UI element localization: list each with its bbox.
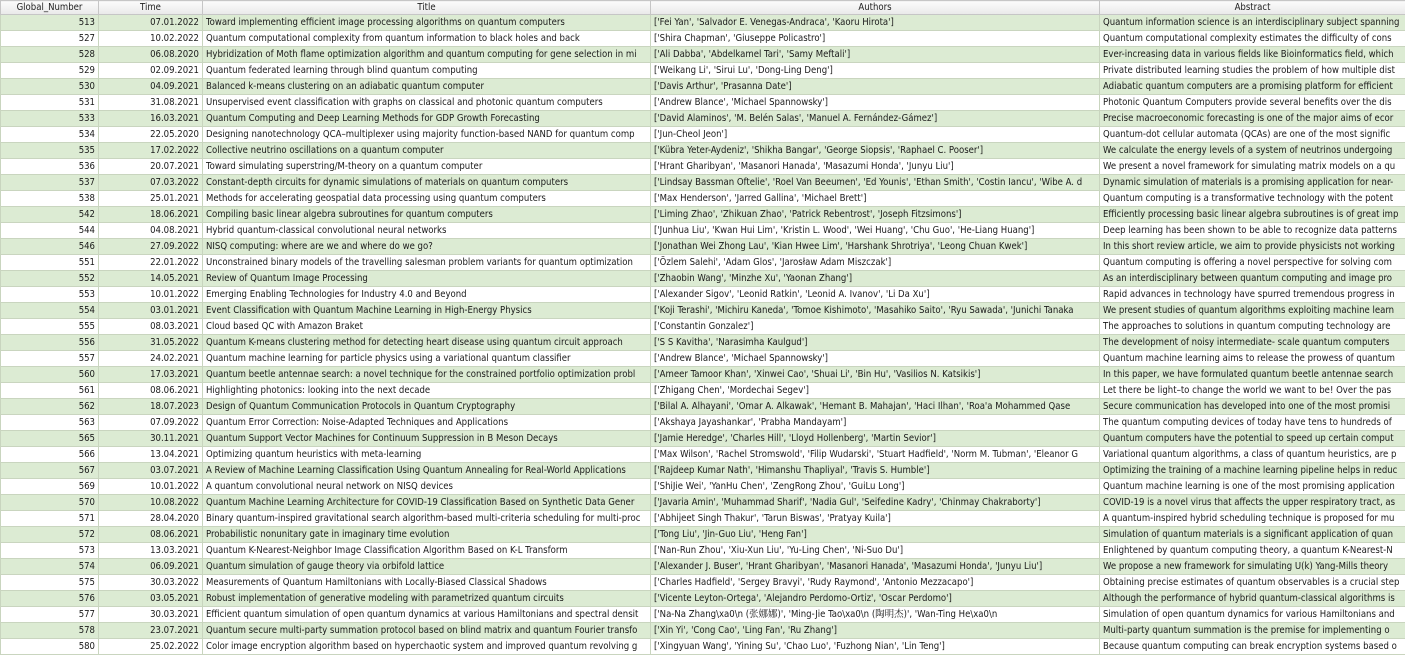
cell-title[interactable]: Hybrid quantum-classical convolutional neural networks <box>203 223 651 239</box>
cell-title[interactable]: Optimizing quantum heuristics with meta-learning <box>203 447 651 463</box>
cell-authors[interactable]: ['Tong Liu', 'Jin-Guo Liu', 'Heng Fan'] <box>651 527 1100 543</box>
cell-title[interactable]: Measurements of Quantum Hamiltonians with Locally-Biased Classical Shadows <box>203 575 651 591</box>
cell-abstract[interactable]: Quantum-dot cellular automata (QCAs) are one of the most signific <box>1100 127 1405 143</box>
cell-global-number[interactable]: 527 <box>1 31 99 47</box>
table-row[interactable] <box>1 47 1405 63</box>
cell-title[interactable]: Quantum Error Correction: Noise-Adapted Techniques and Applications <box>203 415 651 431</box>
cell-abstract[interactable]: Quantum computing is a transformative technology with the potent <box>1100 191 1405 207</box>
table-row[interactable] <box>1 351 1405 367</box>
table-row[interactable] <box>1 79 1405 95</box>
table-row[interactable] <box>1 559 1405 575</box>
cell-title[interactable]: Unconstrained binary models of the travelling salesman problem variants for quantum optimization <box>203 255 651 271</box>
cell-title[interactable]: Quantum Machine Learning Architecture for COVID-19 Classification Based on Synthetic Data Gener <box>203 495 651 511</box>
cell-authors[interactable]: ['Weikang Li', 'Sirui Lu', 'Dong-Ling Deng'] <box>651 63 1100 79</box>
cell-abstract[interactable]: Variational quantum algorithms, a class of quantum heuristics, are p <box>1100 447 1405 463</box>
cell-time[interactable]: 04.09.2021 <box>99 79 203 95</box>
cell-global-number[interactable]: 575 <box>1 575 99 591</box>
cell-time[interactable]: 31.05.2022 <box>99 335 203 351</box>
cell-authors[interactable]: ['Alexander J. Buser', 'Hrant Gharibyan', 'Masanori Hanada', 'Masazumi Honda', 'Junyu Liu'] <box>651 559 1100 575</box>
cell-authors[interactable]: ['Fei Yan', 'Salvador E. Venegas-Andraca', 'Kaoru Hirota'] <box>651 15 1100 31</box>
cell-time[interactable]: 25.01.2021 <box>99 191 203 207</box>
cell-abstract[interactable]: Multi-party quantum summation is the premise for implementing o <box>1100 623 1405 639</box>
cell-global-number[interactable]: 556 <box>1 335 99 351</box>
cell-global-number[interactable]: 565 <box>1 431 99 447</box>
cell-title[interactable]: Methods for accelerating geospatial data processing using quantum computers <box>203 191 651 207</box>
cell-authors[interactable]: ['Junhua Liu', 'Kwan Hui Lim', 'Kristin L. Wood', 'Wei Huang', 'Chu Guo', 'He-Liang Huang'] <box>651 223 1100 239</box>
cell-time[interactable]: 17.03.2021 <box>99 367 203 383</box>
cell-time[interactable]: 27.09.2022 <box>99 239 203 255</box>
cell-time[interactable]: 10.02.2022 <box>99 31 203 47</box>
cell-time[interactable]: 10.01.2022 <box>99 287 203 303</box>
cell-time[interactable]: 03.05.2021 <box>99 591 203 607</box>
cell-title[interactable]: Highlighting photonics: looking into the next decade <box>203 383 651 399</box>
cell-authors[interactable]: ['Max Henderson', 'Jarred Gallina', 'Michael Brett'] <box>651 191 1100 207</box>
cell-title[interactable]: Review of Quantum Image Processing <box>203 271 651 287</box>
cell-authors[interactable]: ['Andrew Blance', 'Michael Spannowsky'] <box>651 351 1100 367</box>
cell-global-number[interactable]: 542 <box>1 207 99 223</box>
cell-time[interactable]: 20.07.2021 <box>99 159 203 175</box>
cell-abstract[interactable]: The approaches to solutions in quantum computing technology are <box>1100 319 1405 335</box>
cell-authors[interactable]: ['Davis Arthur', 'Prasanna Date'] <box>651 79 1100 95</box>
cell-authors[interactable]: ['Ameer Tamoor Khan', 'Xinwei Cao', 'Shuai Li', 'Bin Hu', 'Vasilios N. Katsikis'] <box>651 367 1100 383</box>
cell-authors[interactable]: ['Jun-Cheol Jeon'] <box>651 127 1100 143</box>
table-row[interactable] <box>1 255 1405 271</box>
cell-authors[interactable]: ['Özlem Salehi', 'Adam Glos', 'Jarosław Adam Miszczak'] <box>651 255 1100 271</box>
cell-time[interactable]: 06.08.2020 <box>99 47 203 63</box>
column-header-time[interactable]: Time <box>99 1 203 15</box>
cell-global-number[interactable]: 536 <box>1 159 99 175</box>
cell-abstract[interactable]: Precise macroeconomic forecasting is one of the major aims of ecor <box>1100 111 1405 127</box>
cell-title[interactable]: Quantum machine learning for particle physics using a variational quantum classifier <box>203 351 651 367</box>
cell-title[interactable]: A Review of Machine Learning Classification Using Quantum Annealing for Real-World Applications <box>203 463 651 479</box>
table-row[interactable] <box>1 191 1405 207</box>
cell-authors[interactable]: ['Constantin Gonzalez'] <box>651 319 1100 335</box>
column-header-abstract[interactable]: Abstract <box>1100 1 1405 15</box>
cell-time[interactable]: 10.08.2022 <box>99 495 203 511</box>
cell-authors[interactable]: ['ShiJie Wei', 'YanHu Chen', 'ZengRong Zhou', 'GuiLu Long'] <box>651 479 1100 495</box>
cell-authors[interactable]: ['Kübra Yeter-Aydeniz', 'Shikha Bangar', 'George Siopsis', 'Raphael C. Pooser'] <box>651 143 1100 159</box>
table-row[interactable] <box>1 463 1405 479</box>
cell-title[interactable]: Probabilistic nonunitary gate in imaginary time evolution <box>203 527 651 543</box>
cell-time[interactable]: 22.05.2020 <box>99 127 203 143</box>
cell-abstract[interactable]: Photonic Quantum Computers provide several benefits over the dis <box>1100 95 1405 111</box>
cell-time[interactable]: 31.08.2021 <box>99 95 203 111</box>
table-row[interactable] <box>1 367 1405 383</box>
cell-abstract[interactable]: The quantum computing devices of today have tens to hundreds of <box>1100 415 1405 431</box>
cell-global-number[interactable]: 577 <box>1 607 99 623</box>
table-row[interactable] <box>1 495 1405 511</box>
cell-title[interactable]: Toward simulating superstring/M-theory on a quantum computer <box>203 159 651 175</box>
cell-time[interactable]: 08.03.2021 <box>99 319 203 335</box>
table-row[interactable] <box>1 399 1405 415</box>
cell-authors[interactable]: ['Charles Hadfield', 'Sergey Bravyi', 'Rudy Raymond', 'Antonio Mezzacapo'] <box>651 575 1100 591</box>
cell-authors[interactable]: ['Bilal A. Alhayani', 'Omar A. Alkawak', 'Hemant B. Mahajan', 'Haci Ilhan', 'Roa'a Mohammed Qase <box>651 399 1100 415</box>
cell-title[interactable]: Quantum computational complexity from quantum information to black holes and back <box>203 31 651 47</box>
cell-global-number[interactable]: 580 <box>1 639 99 655</box>
cell-time[interactable]: 18.06.2021 <box>99 207 203 223</box>
cell-title[interactable]: Quantum simulation of gauge theory via orbifold lattice <box>203 559 651 575</box>
cell-authors[interactable]: ['S S Kavitha', 'Narasimha Kaulgud'] <box>651 335 1100 351</box>
cell-authors[interactable]: ['Lindsay Bassman Oftelie', 'Roel Van Beeumen', 'Ed Younis', 'Ethan Smith', 'Costin Iancu', 'Wibe A. d <box>651 175 1100 191</box>
cell-authors[interactable]: ['Jamie Heredge', 'Charles Hill', 'Lloyd Hollenberg', 'Martin Sevior'] <box>651 431 1100 447</box>
cell-title[interactable]: Robust implementation of generative modeling with parametrized quantum circuits <box>203 591 651 607</box>
cell-abstract[interactable]: Enlightened by quantum computing theory, a quantum K-Nearest-N <box>1100 543 1405 559</box>
table-row[interactable] <box>1 223 1405 239</box>
table-row[interactable] <box>1 207 1405 223</box>
cell-authors[interactable]: ['Hrant Gharibyan', 'Masanori Hanada', 'Masazumi Honda', 'Junyu Liu'] <box>651 159 1100 175</box>
table-row[interactable] <box>1 335 1405 351</box>
cell-time[interactable]: 10.01.2022 <box>99 479 203 495</box>
cell-authors[interactable]: ['Akshaya Jayashankar', 'Prabha Mandayam'] <box>651 415 1100 431</box>
cell-global-number[interactable]: 551 <box>1 255 99 271</box>
grid-body <box>1 15 1405 655</box>
cell-abstract[interactable]: Optimizing the training of a machine learning pipeline helps in reduc <box>1100 463 1405 479</box>
cell-time[interactable]: 16.03.2021 <box>99 111 203 127</box>
cell-global-number[interactable]: 535 <box>1 143 99 159</box>
cell-abstract[interactable]: Quantum computational complexity estimates the difficulty of cons <box>1100 31 1405 47</box>
table-row[interactable] <box>1 415 1405 431</box>
cell-time[interactable]: 28.04.2020 <box>99 511 203 527</box>
table-row[interactable] <box>1 511 1405 527</box>
cell-abstract[interactable]: Simulation of open quantum dynamics for various Hamiltonians and <box>1100 607 1405 623</box>
cell-abstract[interactable]: Quantum computers have the potential to speed up certain comput <box>1100 431 1405 447</box>
cell-global-number[interactable]: 567 <box>1 463 99 479</box>
cell-authors[interactable]: ['Nan-Run Zhou', 'Xiu-Xun Liu', 'Yu-Ling Chen', 'Ni-Suo Du'] <box>651 543 1100 559</box>
table-row[interactable] <box>1 271 1405 287</box>
cell-global-number[interactable]: 562 <box>1 399 99 415</box>
cell-title[interactable]: Quantum beetle antennae search: a novel technique for the constrained portfolio optimization probl <box>203 367 651 383</box>
cell-global-number[interactable]: 529 <box>1 63 99 79</box>
cell-authors[interactable]: ['Alexander Sigov', 'Leonid Ratkin', 'Leonid A. Ivanov', 'Li Da Xu'] <box>651 287 1100 303</box>
table-row[interactable] <box>1 95 1405 111</box>
cell-abstract[interactable]: Quantum information science is an interdisciplinary subject spanning <box>1100 15 1405 31</box>
cell-time[interactable]: 07.03.2022 <box>99 175 203 191</box>
table-row[interactable] <box>1 303 1405 319</box>
table-row[interactable] <box>1 575 1405 591</box>
cell-abstract[interactable]: In this short review article, we aim to provide physicists not working <box>1100 239 1405 255</box>
cell-time[interactable]: 22.01.2022 <box>99 255 203 271</box>
cell-title[interactable]: Quantum Support Vector Machines for Continuum Suppression in B Meson Decays <box>203 431 651 447</box>
table-row[interactable] <box>1 591 1405 607</box>
cell-authors[interactable]: ['Shira Chapman', 'Giuseppe Policastro'] <box>651 31 1100 47</box>
cell-abstract[interactable]: Secure communication has developed into one of the most promisi <box>1100 399 1405 415</box>
cell-title[interactable]: Quantum secure multi-party summation protocol based on blind matrix and quantum Fourier transfo <box>203 623 651 639</box>
cell-time[interactable]: 07.09.2022 <box>99 415 203 431</box>
cell-time[interactable]: 18.07.2023 <box>99 399 203 415</box>
cell-title[interactable]: Hybridization of Moth flame optimization algorithm and quantum computing for gene selection in mi <box>203 47 651 63</box>
cell-title[interactable]: Balanced k-means clustering on an adiabatic quantum computer <box>203 79 651 95</box>
cell-time[interactable]: 23.07.2021 <box>99 623 203 639</box>
cell-abstract[interactable]: As an interdisciplinary between quantum computing and image pro <box>1100 271 1405 287</box>
cell-time[interactable]: 30.03.2021 <box>99 607 203 623</box>
cell-global-number[interactable]: 574 <box>1 559 99 575</box>
cell-authors[interactable]: ['Zhigang Chen', 'Mordechai Segev'] <box>651 383 1100 399</box>
table-row[interactable] <box>1 319 1405 335</box>
cell-title[interactable]: Event Classification with Quantum Machine Learning in High-Energy Physics <box>203 303 651 319</box>
table-row[interactable] <box>1 383 1405 399</box>
column-header-authors[interactable]: Authors <box>651 1 1100 15</box>
cell-time[interactable]: 06.09.2021 <box>99 559 203 575</box>
table-row[interactable] <box>1 287 1405 303</box>
header-row <box>1 1 1405 15</box>
cell-global-number[interactable]: 578 <box>1 623 99 639</box>
cell-time[interactable]: 08.06.2021 <box>99 383 203 399</box>
cell-global-number[interactable]: 552 <box>1 271 99 287</box>
cell-global-number[interactable]: 566 <box>1 447 99 463</box>
cell-title[interactable]: Quantum K-means clustering method for detecting heart disease using quantum circuit approach <box>203 335 651 351</box>
table-row[interactable] <box>1 31 1405 47</box>
cell-authors[interactable]: ['Na-Na Zhang\xa0\n (张娜娜)', 'Ming-Jie Tao\xa0\n (陶明杰)', 'Wan-Ting He\xa0\n <box>651 607 1100 623</box>
cell-abstract[interactable]: Rapid advances in technology have spurred tremendous progress in <box>1100 287 1405 303</box>
cell-abstract[interactable]: We calculate the energy levels of a system of neutrinos undergoing <box>1100 143 1405 159</box>
cell-time[interactable]: 24.02.2021 <box>99 351 203 367</box>
table-row[interactable] <box>1 239 1405 255</box>
cell-title[interactable]: Emerging Enabling Technologies for Industry 4.0 and Beyond <box>203 287 651 303</box>
cell-global-number[interactable]: 530 <box>1 79 99 95</box>
cell-abstract[interactable]: COVID-19 is a novel virus that affects the upper respiratory tract, as <box>1100 495 1405 511</box>
cell-time[interactable]: 17.02.2022 <box>99 143 203 159</box>
cell-global-number[interactable]: 576 <box>1 591 99 607</box>
cell-abstract[interactable]: Quantum machine learning aims to release the prowess of quantum <box>1100 351 1405 367</box>
cell-global-number[interactable]: 531 <box>1 95 99 111</box>
cell-abstract[interactable]: Simulation of quantum materials is a significant application of quan <box>1100 527 1405 543</box>
cell-global-number[interactable]: 546 <box>1 239 99 255</box>
cell-global-number[interactable]: 563 <box>1 415 99 431</box>
cell-authors[interactable]: ['Koji Terashi', 'Michiru Kaneda', 'Tomoe Kishimoto', 'Masahiko Saito', 'Ryu Sawada', 'Junichi Tanaka <box>651 303 1100 319</box>
cell-abstract[interactable]: Obtaining precise estimates of quantum observables is a crucial step <box>1100 575 1405 591</box>
cell-authors[interactable]: ['Andrew Blance', 'Michael Spannowsky'] <box>651 95 1100 111</box>
cell-time[interactable]: 14.05.2021 <box>99 271 203 287</box>
cell-global-number[interactable]: 573 <box>1 543 99 559</box>
table-row[interactable] <box>1 143 1405 159</box>
cell-global-number[interactable]: 553 <box>1 287 99 303</box>
cell-abstract[interactable]: Let there be light–to change the world we want to be! Over the pas <box>1100 383 1405 399</box>
cell-abstract[interactable]: Dynamic simulation of materials is a promising application for near- <box>1100 175 1405 191</box>
cell-authors[interactable]: ['Javaria Amin', 'Muhammad Sharif', 'Nadia Gul', 'Seifedine Kadry', 'Chinmay Chakraborty'] <box>651 495 1100 511</box>
cell-title[interactable]: Toward implementing efficient image processing algorithms on quantum computers <box>203 15 651 31</box>
cell-time[interactable]: 30.11.2021 <box>99 431 203 447</box>
cell-global-number[interactable]: 570 <box>1 495 99 511</box>
table-row[interactable] <box>1 607 1405 623</box>
cell-abstract[interactable]: A quantum-inspired hybrid scheduling technique is proposed for mu <box>1100 511 1405 527</box>
cell-global-number[interactable]: 560 <box>1 367 99 383</box>
cell-title[interactable]: Efficient quantum simulation of open quantum dynamics at various Hamiltonians and spectral densit <box>203 607 651 623</box>
cell-title[interactable]: Color image encryption algorithm based on hyperchaotic system and improved quantum revolving g <box>203 639 651 655</box>
cell-abstract[interactable]: We present a novel framework for simulating matrix models on a qu <box>1100 159 1405 175</box>
table-row[interactable] <box>1 623 1405 639</box>
cell-title[interactable]: Cloud based QC with Amazon Braket <box>203 319 651 335</box>
cell-authors[interactable]: ['Ali Dabba', 'Abdelkamel Tari', 'Samy Meftali'] <box>651 47 1100 63</box>
cell-time[interactable]: 02.09.2021 <box>99 63 203 79</box>
cell-abstract[interactable]: Deep learning has been shown to be able to recognize data patterns <box>1100 223 1405 239</box>
cell-title[interactable]: Quantum federated learning through blind quantum computing <box>203 63 651 79</box>
cell-global-number[interactable]: 544 <box>1 223 99 239</box>
cell-abstract[interactable]: We propose a new framework for simulating U(k) Yang-Mills theory <box>1100 559 1405 575</box>
column-header-title[interactable]: Title <box>203 1 651 15</box>
cell-title[interactable]: Binary quantum-inspired gravitational search algorithm-based multi-criteria scheduling for multi-proc <box>203 511 651 527</box>
cell-title[interactable]: NISQ computing: where are we and where do we go? <box>203 239 651 255</box>
cell-abstract[interactable]: The development of noisy intermediate- scale quantum computers <box>1100 335 1405 351</box>
cell-title[interactable]: Compiling basic linear algebra subroutines for quantum computers <box>203 207 651 223</box>
table-row[interactable] <box>1 447 1405 463</box>
cell-authors[interactable]: ['Xingyuan Wang', 'Yining Su', 'Chao Luo', 'Fuzhong Nian', 'Lin Teng'] <box>651 639 1100 655</box>
cell-authors[interactable]: ['Max Wilson', 'Rachel Stromswold', 'Filip Wudarski', 'Stuart Hadfield', 'Norm M. Tubman', 'Eleanor G <box>651 447 1100 463</box>
cell-global-number[interactable]: 533 <box>1 111 99 127</box>
cell-authors[interactable]: ['Zhaobin Wang', 'Minzhe Xu', 'Yaonan Zhang'] <box>651 271 1100 287</box>
cell-global-number[interactable]: 538 <box>1 191 99 207</box>
cell-authors[interactable]: ['Jonathan Wei Zhong Lau', 'Kian Hwee Lim', 'Harshank Shrotriya', 'Leong Chuan Kwek'] <box>651 239 1100 255</box>
cell-global-number[interactable]: 528 <box>1 47 99 63</box>
cell-abstract[interactable]: Although the performance of hybrid quantum-classical algorithms is <box>1100 591 1405 607</box>
table-row[interactable] <box>1 431 1405 447</box>
cell-authors[interactable]: ['Vicente Leyton-Ortega', 'Alejandro Perdomo-Ortiz', 'Oscar Perdomo'] <box>651 591 1100 607</box>
cell-abstract[interactable]: We present studies of quantum algorithms exploiting machine learn <box>1100 303 1405 319</box>
cell-global-number[interactable]: 534 <box>1 127 99 143</box>
cell-authors[interactable]: ['Xin Yi', 'Cong Cao', 'Ling Fan', 'Ru Zhang'] <box>651 623 1100 639</box>
cell-title[interactable]: Constant-depth circuits for dynamic simulations of materials on quantum computers <box>203 175 651 191</box>
cell-abstract[interactable]: Quantum machine learning is one of the most promising application <box>1100 479 1405 495</box>
cell-time[interactable]: 04.08.2021 <box>99 223 203 239</box>
cell-time[interactable]: 03.07.2021 <box>99 463 203 479</box>
cell-title[interactable]: Unsupervised event classification with graphs on classical and photonic quantum computers <box>203 95 651 111</box>
cell-title[interactable]: Design of Quantum Communication Protocols in Quantum Cryptography <box>203 399 651 415</box>
cell-time[interactable]: 25.02.2022 <box>99 639 203 655</box>
cell-title[interactable]: Quantum Computing and Deep Learning Methods for GDP Growth Forecasting <box>203 111 651 127</box>
cell-authors[interactable]: ['David Alaminos', 'M. Belén Salas', 'Manuel A. Fernández-Gámez'] <box>651 111 1100 127</box>
cell-abstract[interactable]: Ever-increasing data in various fields like Bioinformatics field, which <box>1100 47 1405 63</box>
cell-authors[interactable]: ['Abhijeet Singh Thakur', 'Tarun Biswas', 'Pratyay Kuila'] <box>651 511 1100 527</box>
cell-global-number[interactable]: 557 <box>1 351 99 367</box>
table-row[interactable] <box>1 175 1405 191</box>
cell-time[interactable]: 03.01.2021 <box>99 303 203 319</box>
table-row[interactable] <box>1 63 1405 79</box>
cell-time[interactable]: 13.03.2021 <box>99 543 203 559</box>
cell-global-number[interactable]: 569 <box>1 479 99 495</box>
cell-global-number[interactable]: 571 <box>1 511 99 527</box>
table-row[interactable] <box>1 543 1405 559</box>
table-row[interactable] <box>1 111 1405 127</box>
cell-global-number[interactable]: 554 <box>1 303 99 319</box>
cell-abstract[interactable]: Efficiently processing basic linear algebra subroutines is of great imp <box>1100 207 1405 223</box>
cell-global-number[interactable]: 572 <box>1 527 99 543</box>
table-row[interactable] <box>1 127 1405 143</box>
cell-abstract[interactable]: Because quantum computing can break encryption systems based o <box>1100 639 1405 655</box>
table-row[interactable] <box>1 15 1405 31</box>
column-header-global-number[interactable]: Global_Number <box>1 1 99 15</box>
cell-title[interactable]: Collective neutrino oscillations on a quantum computer <box>203 143 651 159</box>
cell-abstract[interactable]: In this paper, we have formulated quantum beetle antennae search <box>1100 367 1405 383</box>
table-row[interactable] <box>1 527 1405 543</box>
table-row[interactable] <box>1 639 1405 655</box>
cell-abstract[interactable]: Adiabatic quantum computers are a promising platform for efficient <box>1100 79 1405 95</box>
cell-time[interactable]: 13.04.2021 <box>99 447 203 463</box>
cell-global-number[interactable]: 555 <box>1 319 99 335</box>
cell-time[interactable]: 30.03.2022 <box>99 575 203 591</box>
cell-global-number[interactable]: 537 <box>1 175 99 191</box>
cell-authors[interactable]: ['Rajdeep Kumar Nath', 'Himanshu Thapliyal', 'Travis S. Humble'] <box>651 463 1100 479</box>
cell-time[interactable]: 08.06.2021 <box>99 527 203 543</box>
cell-time[interactable]: 07.01.2022 <box>99 15 203 31</box>
cell-title[interactable]: A quantum convolutional neural network on NISQ devices <box>203 479 651 495</box>
table-row[interactable] <box>1 479 1405 495</box>
cell-authors[interactable]: ['Liming Zhao', 'Zhikuan Zhao', 'Patrick Rebentrost', 'Joseph Fitzsimons'] <box>651 207 1100 223</box>
cell-abstract[interactable]: Quantum computing is offering a novel perspective for solving com <box>1100 255 1405 271</box>
cell-abstract[interactable]: Private distributed learning studies the problem of how multiple dist <box>1100 63 1405 79</box>
cell-global-number[interactable]: 561 <box>1 383 99 399</box>
table-row[interactable] <box>1 159 1405 175</box>
cell-global-number[interactable]: 513 <box>1 15 99 31</box>
cell-title[interactable]: Designing nanotechnology QCA–multiplexer using majority function-based NAND for quantum comp <box>203 127 651 143</box>
cell-title[interactable]: Quantum K-Nearest-Neighbor Image Classification Algorithm Based on K-L Transform <box>203 543 651 559</box>
